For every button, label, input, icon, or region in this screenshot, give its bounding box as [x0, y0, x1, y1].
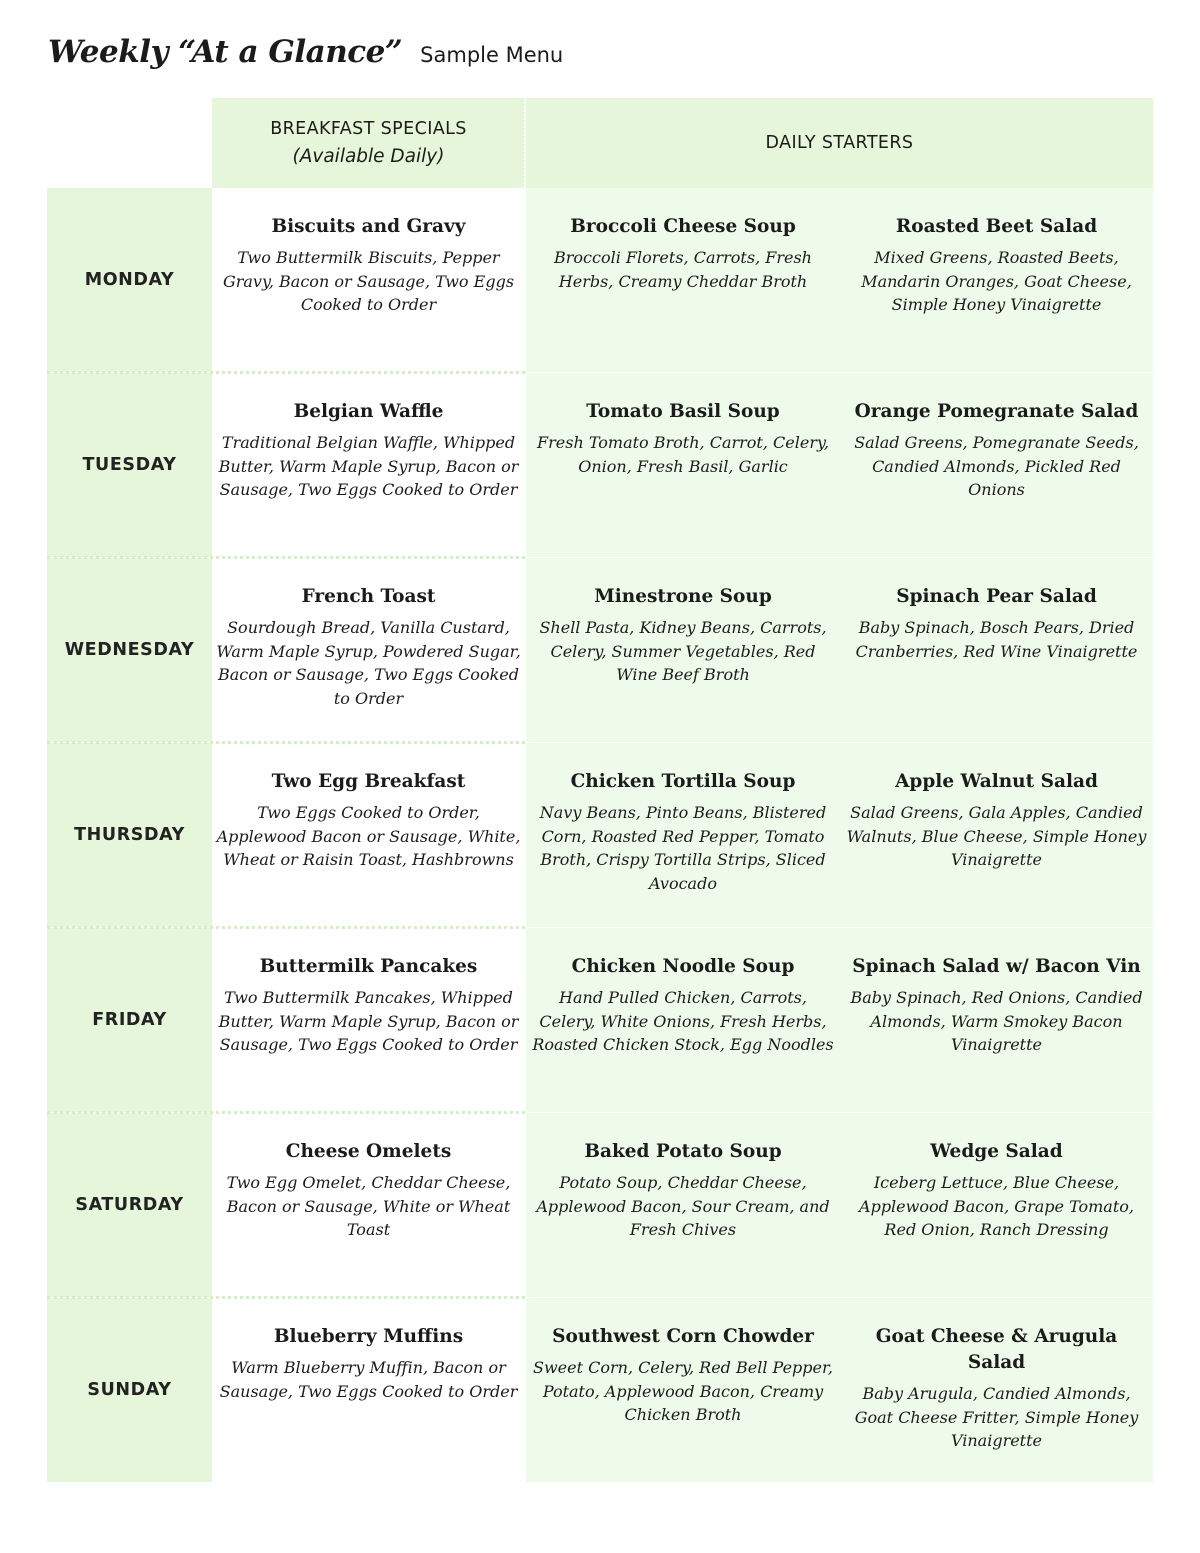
soup-name: Chicken Tortilla Soup: [570, 771, 796, 792]
breakfast-cell: [212, 1298, 525, 1482]
breakfast-name: Cheese Omelets: [285, 1141, 452, 1162]
salad-cell: [840, 1113, 1153, 1297]
salad-name: Goat Cheese & Arugula Salad: [875, 1326, 1118, 1373]
row-divider: [47, 1296, 525, 1299]
breakfast-name: Buttermilk Pancakes: [259, 956, 478, 977]
salad-description: Baby Spinach, Red Onions, Candied Almonds, Warm Smokey Bacon Vinaigrette: [850, 988, 1143, 1054]
row-divider: [47, 926, 525, 929]
day-label: SATURDAY: [47, 1113, 212, 1297]
soup-description: Fresh Tomato Broth, Carrot, Celery, Onion, Fresh Basil, Garlic: [537, 433, 829, 476]
breakfast-description: Sourdough Bread, Vanilla Custard, Warm Maple Syrup, Powdered Sugar, Bacon or Sausage, Two Eggs Cooked to Order: [216, 618, 521, 708]
salad-name: Roasted Beet Salad: [895, 216, 1098, 237]
breakfast-description: Traditional Belgian Waffle, Whipped Butter, Warm Maple Syrup, Bacon or Sausage, Two Eggs Cooked to Order: [218, 433, 519, 499]
salad-cell: [840, 373, 1153, 557]
soup-description: Potato Soup, Cheddar Cheese, Applewood Bacon, Sour Cream, and Fresh Chives: [536, 1173, 830, 1239]
day-row: [47, 1113, 1153, 1297]
breakfast-name: Belgian Waffle: [293, 401, 444, 422]
menu-table: [47, 98, 1153, 1484]
salad-name: Wedge Salad: [930, 1141, 1063, 1162]
breakfast-cell: [212, 928, 525, 1112]
soup-cell: [526, 1298, 840, 1482]
soup-name: Minestrone Soup: [594, 586, 772, 607]
breakfast-description: Warm Blueberry Muffin, Bacon or Sausage, Two Eggs Cooked to Order: [219, 1358, 518, 1401]
day-label: TUESDAY: [47, 373, 212, 557]
breakfast-description: Two Egg Omelet, Cheddar Cheese, Bacon or Sausage, White or Wheat Toast: [226, 1173, 511, 1239]
day-row: [47, 743, 1153, 927]
soup-description: Navy Beans, Pinto Beans, Blistered Corn, Roasted Red Pepper, Tomato Broth, Crispy Tortilla Strips, Sliced Avocado: [539, 803, 827, 893]
soup-cell: [526, 928, 840, 1112]
day-label: MONDAY: [47, 188, 212, 372]
soup-cell: [526, 558, 840, 742]
page-title: [48, 34, 563, 82]
soup-description: Shell Pasta, Kidney Beans, Carrots, Celery, Summer Vegetables, Red Wine Beef Broth: [539, 618, 827, 684]
soup-cell: [526, 743, 840, 927]
salad-description: Mixed Greens, Roasted Beets, Mandarin Oranges, Goat Cheese, Simple Honey Vinaigrette: [861, 248, 1132, 314]
breakfast-cell: [212, 1113, 525, 1297]
day-row: [47, 373, 1153, 557]
salad-cell: [840, 188, 1153, 372]
day-label: THURSDAY: [47, 743, 212, 927]
row-divider: [47, 1111, 525, 1114]
salad-description: Salad Greens, Pomegranate Seeds, Candied Almonds, Pickled Red Onions: [854, 433, 1139, 499]
breakfast-cell: [212, 188, 525, 372]
soup-description: Sweet Corn, Celery, Red Bell Pepper, Potato, Applewood Bacon, Creamy Chicken Broth: [533, 1358, 833, 1424]
salad-cell: [840, 743, 1153, 927]
salad-name: Spinach Pear Salad: [896, 586, 1097, 607]
header-starters-label: DAILY STARTERS: [765, 133, 914, 153]
salad-cell: [840, 1298, 1153, 1482]
soup-description: Broccoli Florets, Carrots, Fresh Herbs, Creamy Cheddar Broth: [554, 248, 812, 291]
salad-cell: [840, 928, 1153, 1112]
day-label: WEDNESDAY: [47, 558, 212, 742]
salad-name: Orange Pomegranate Salad: [854, 401, 1139, 422]
header-starters: [526, 98, 1153, 188]
soup-name: Southwest Corn Chowder: [552, 1326, 814, 1347]
title-main: Weekly “At a Glance”: [48, 34, 403, 70]
breakfast-name: French Toast: [301, 586, 436, 607]
day-row: [47, 558, 1153, 742]
header-breakfast-label: BREAKFAST SPECIALS: [270, 119, 467, 139]
salad-description: Baby Spinach, Bosch Pears, Dried Cranberries, Red Wine Vinaigrette: [855, 618, 1138, 661]
day-label: FRIDAY: [47, 928, 212, 1112]
day-row: [47, 1298, 1153, 1482]
day-label: SUNDAY: [47, 1298, 212, 1482]
breakfast-description: Two Eggs Cooked to Order, Applewood Bacon or Sausage, White, Wheat or Raisin Toast, Hashbrowns: [216, 803, 521, 869]
day-row: [47, 188, 1153, 372]
row-divider: [47, 371, 525, 374]
soup-cell: [526, 188, 840, 372]
row-divider: [47, 556, 525, 559]
soup-name: Tomato Basil Soup: [586, 401, 780, 422]
breakfast-description: Two Buttermilk Biscuits, Pepper Gravy, Bacon or Sausage, Two Eggs Cooked to Order: [222, 248, 515, 314]
header-breakfast-sub: (Available Daily): [292, 146, 445, 167]
soup-name: Chicken Noodle Soup: [571, 956, 795, 977]
header-breakfast: [212, 98, 525, 188]
breakfast-description: Two Buttermilk Pancakes, Whipped Butter, Warm Maple Syrup, Bacon or Sausage, Two Eggs Cooked to Order: [218, 988, 519, 1054]
title-sub: Sample Menu: [420, 43, 564, 67]
row-divider: [47, 741, 525, 744]
breakfast-name: Two Egg Breakfast: [271, 771, 466, 792]
breakfast-cell: [212, 373, 525, 557]
soup-cell: [526, 1113, 840, 1297]
breakfast-name: Biscuits and Gravy: [271, 216, 466, 237]
salad-description: Baby Arugula, Candied Almonds, Goat Cheese Fritter, Simple Honey Vinaigrette: [854, 1384, 1139, 1450]
salad-cell: [840, 558, 1153, 742]
salad-name: Spinach Salad w/ Bacon Vin: [852, 956, 1141, 977]
soup-cell: [526, 373, 840, 557]
breakfast-name: Blueberry Muffins: [273, 1326, 464, 1347]
salad-description: Salad Greens, Gala Apples, Candied Walnuts, Blue Cheese, Simple Honey Vinaigrette: [846, 803, 1147, 869]
soup-name: Baked Potato Soup: [584, 1141, 782, 1162]
day-row: [47, 928, 1153, 1112]
breakfast-cell: [212, 558, 525, 742]
soup-description: Hand Pulled Chicken, Carrots, Celery, White Onions, Fresh Herbs, Roasted Chicken Stock, Egg Noodles: [532, 988, 834, 1054]
breakfast-cell: [212, 743, 525, 927]
soup-name: Broccoli Cheese Soup: [570, 216, 796, 237]
salad-name: Apple Walnut Salad: [895, 771, 1098, 792]
salad-description: Iceberg Lettuce, Blue Cheese, Applewood Bacon, Grape Tomato, Red Onion, Ranch Dressing: [859, 1173, 1134, 1239]
